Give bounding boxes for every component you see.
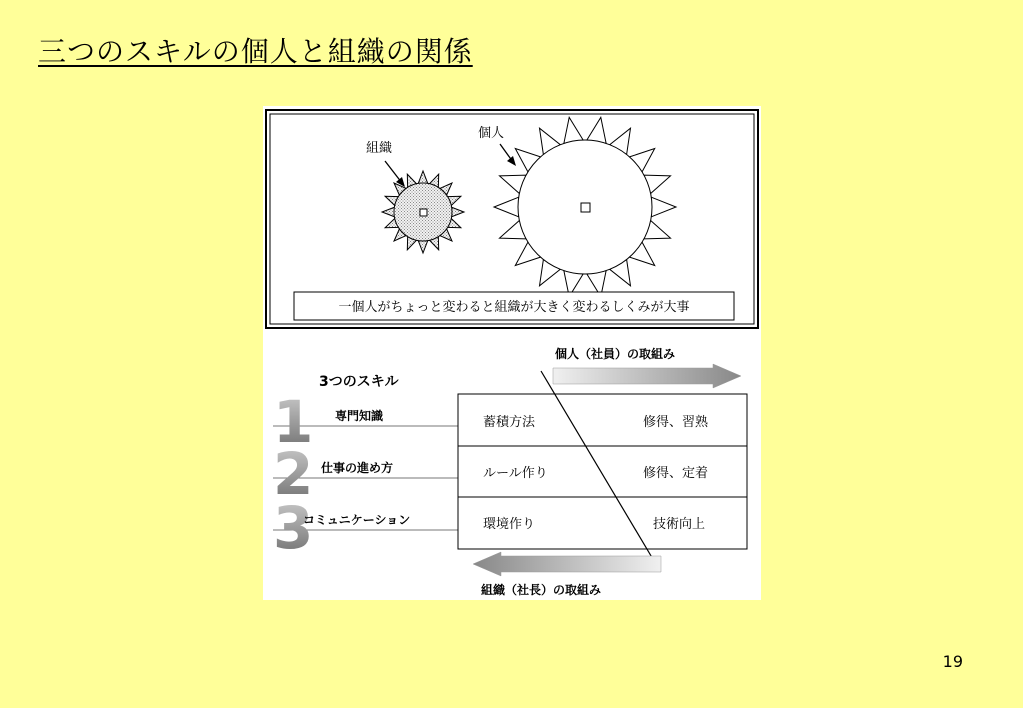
skill-1-individual-cell: 修得、習熟	[643, 415, 709, 430]
org-efforts-label: 組織（社長）の取組み	[481, 583, 602, 597]
org-label: 組織	[366, 141, 393, 156]
caption-text: 一個人がちょっと変わると組織が大きく変わるしくみが大事	[338, 300, 690, 315]
skill-2-name: 仕事の進め方	[321, 461, 394, 475]
skill-2-number: 2	[273, 440, 314, 508]
individual-efforts-label: 個人（社員）の取組み	[555, 347, 676, 361]
individual-center-marker	[581, 203, 590, 212]
skills-heading: 3つのスキル	[319, 374, 399, 390]
figure-canvas	[263, 106, 761, 600]
skill-1-name: 専門知識	[335, 409, 384, 423]
skill-2-org-cell: ルール作り	[483, 466, 548, 481]
page-number: 19	[942, 652, 963, 671]
individual-efforts-arrow	[553, 364, 741, 388]
slide-title: 三つのスキルの個人と組織の関係	[38, 35, 473, 68]
skill-2-individual-cell: 修得、定着	[643, 466, 709, 481]
skill-3-individual-cell: 技術向上	[653, 517, 706, 532]
skill-3-number: 3	[273, 494, 314, 562]
skill-3-name: コミュニケーション	[303, 513, 411, 527]
organization-center-marker	[420, 209, 427, 216]
skill-3-org-cell: 環境作り	[483, 517, 536, 532]
individual-label: 個人	[478, 126, 505, 141]
skills-figure	[263, 106, 761, 600]
org-efforts-arrow	[473, 552, 661, 576]
skill-1-number: 1	[273, 388, 314, 456]
skill-1-org-cell: 蓄積方法	[483, 415, 536, 430]
